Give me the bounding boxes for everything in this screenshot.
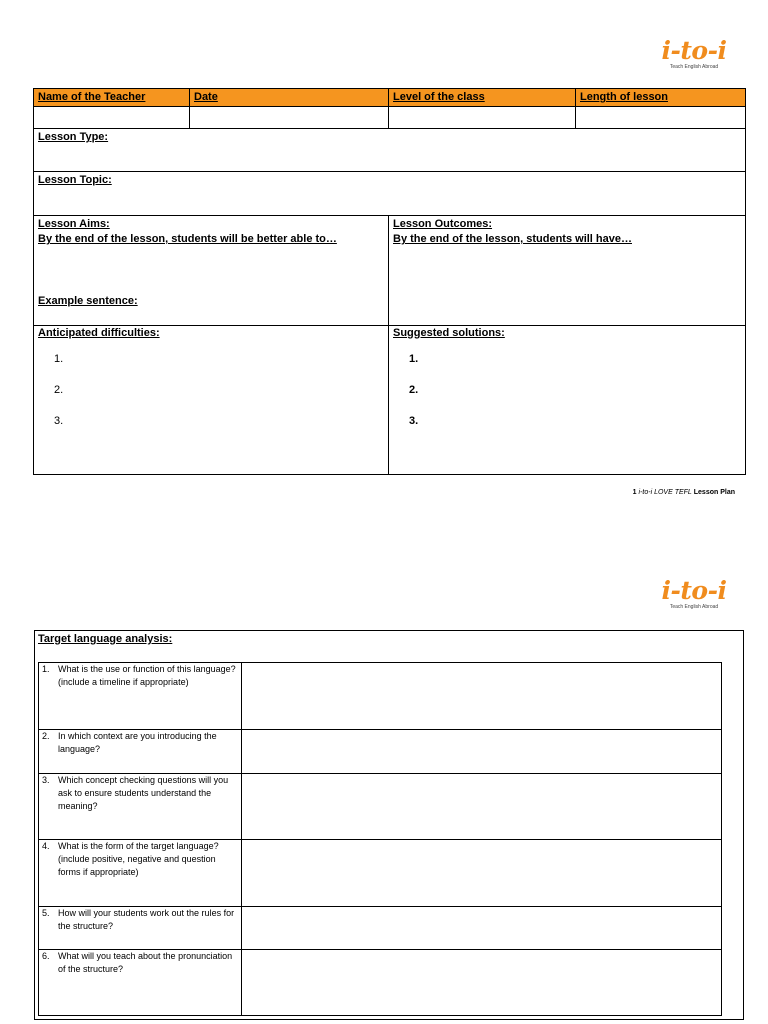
lesson-topic-field[interactable]: [34, 172, 746, 216]
lesson-topic-label: Lesson Topic:: [38, 174, 112, 186]
table-row: [39, 950, 722, 1016]
entry-row: [34, 107, 746, 129]
list-item: 3.: [54, 415, 64, 427]
table-row: [39, 774, 722, 840]
answer-cell[interactable]: [242, 840, 722, 907]
tla-title: Target language analysis:: [38, 633, 173, 645]
ito-i-logo: [654, 38, 734, 71]
lesson-outcomes-label: Lesson Outcomes:: [393, 218, 493, 230]
lesson-outcomes-prompt: By the end of the lesson, students will have…: [393, 233, 632, 245]
header-date: Date: [190, 89, 389, 107]
suggested-solutions-field[interactable]: [389, 326, 746, 475]
target-language-analysis-section: [34, 630, 744, 1020]
question-cell: 3. Which concept checking questions will you ask to ensure students understand the meaning?: [39, 774, 242, 840]
list-item: 3.: [409, 415, 419, 427]
logo-tagline: Teach English Abroad: [669, 64, 719, 70]
answer-cell[interactable]: [242, 774, 722, 840]
list-item: 1.: [409, 353, 419, 365]
level-field[interactable]: [389, 107, 576, 129]
lesson-outcomes-field[interactable]: [389, 216, 746, 326]
table-row: [39, 730, 722, 774]
ito-i-logo: [654, 578, 734, 611]
footer-suffix: Lesson Plan: [693, 489, 735, 496]
answer-cell[interactable]: [242, 907, 722, 950]
tla-table: [38, 662, 722, 1016]
list-item: 2.: [54, 384, 64, 396]
header-row: [34, 89, 746, 107]
answer-cell[interactable]: [242, 950, 722, 1016]
answer-cell[interactable]: [242, 663, 722, 730]
difficulties-label: Anticipated difficulties:: [38, 327, 160, 339]
header-teacher-name: Name of the Teacher: [34, 89, 190, 107]
example-sentence-label: Example sentence:: [38, 295, 138, 307]
answer-cell[interactable]: [242, 730, 722, 774]
page-number: 1: [632, 489, 637, 496]
logo-tagline: Teach English Abroad: [669, 604, 719, 610]
difficulties-list: [38, 353, 384, 446]
lesson-plan-table: [33, 88, 746, 475]
page-footer: [633, 489, 735, 496]
header-length: Length of lesson: [576, 89, 746, 107]
logo-wordmark: i-to-i: [661, 576, 727, 605]
logo-wordmark: i-to-i: [661, 36, 727, 65]
date-field[interactable]: [190, 107, 389, 129]
question-cell: 4. What is the form of the target language? (include positive, negative and question forms if appropriate): [39, 840, 242, 907]
question-cell: 6. What will you teach about the pronunciation of the structure?: [39, 950, 242, 1016]
lesson-type-field[interactable]: [34, 129, 746, 172]
teacher-name-field[interactable]: [34, 107, 190, 129]
lesson-aims-prompt: By the end of the lesson, students will be better able to…: [38, 233, 337, 245]
question-cell: 2. In which context are you introducing the language?: [39, 730, 242, 774]
solutions-list: [393, 353, 741, 446]
table-row: [39, 663, 722, 730]
list-item: 1.: [54, 353, 64, 365]
lesson-aims-label: Lesson Aims:: [38, 218, 110, 230]
question-cell: 5. How will your students work out the rules for the structure?: [39, 907, 242, 950]
solutions-label: Suggested solutions:: [393, 327, 505, 339]
lesson-aims-field[interactable]: [34, 216, 389, 326]
anticipated-difficulties-field[interactable]: [34, 326, 389, 475]
table-row: [39, 907, 722, 950]
length-field[interactable]: [576, 107, 746, 129]
lesson-type-label: Lesson Type:: [38, 131, 109, 143]
table-row: [39, 840, 722, 907]
footer-brand: i-to-i LOVE TEFL: [638, 489, 692, 496]
question-cell: 1. What is the use or function of this language? (include a timeline if appropriate): [39, 663, 242, 730]
header-level: Level of the class: [389, 89, 576, 107]
list-item: 2.: [409, 384, 419, 396]
